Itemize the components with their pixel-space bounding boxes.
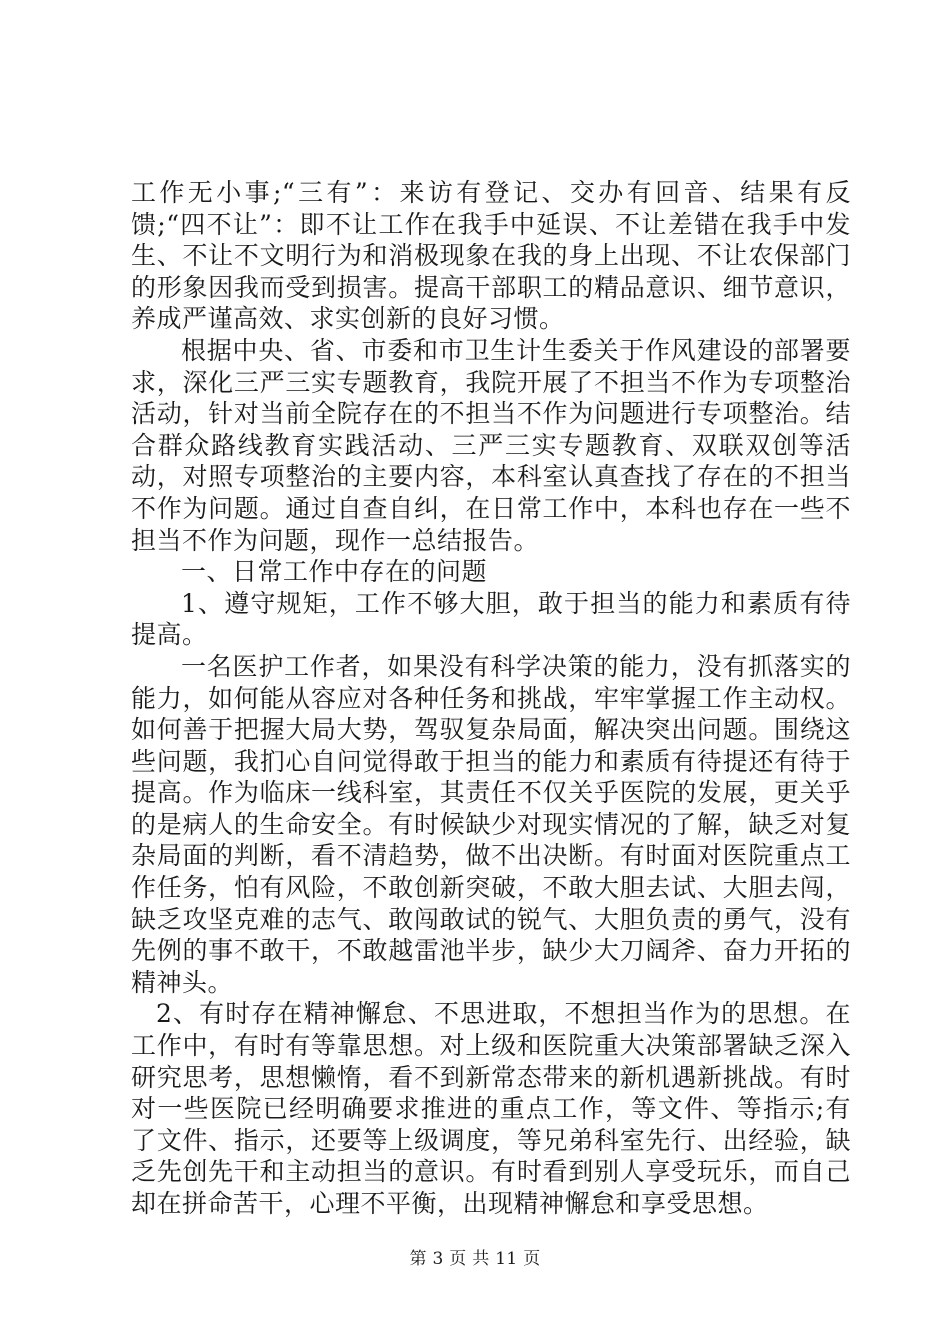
paragraph-continuation: 工作无小事;“三有”：来访有登记、交办有回音、结果有反馈;“四不让”：即不让工作在我手中延误、不让差错在我手中发生、不让不文明行为和消极现象在我的身上出现、不让农保部门的形象因我而受到损害。提高干部职工的精品意识、细节意识，养成严谨高效、求实创新的良好习惯。	[131, 178, 851, 334]
section-heading-problems: 一、日常工作中存在的问题	[181, 557, 488, 587]
paragraph-item-1-detail: 一名医护工作者，如果没有科学决策的能力，没有抓落实的能力，如何能从容应对各种任务和挑战，牢牢掌握工作主动权。如何善于把握大局大势，驾驭复杂局面，解决突出问题。围绕这些问题，我扪心自问觉得敢于担当的能力和素质有待提还有待于提高。作为临床一线科室，其责任不仅关乎医院的发展，更关乎的是病人的生命安全。有时候缺少对现实情况的了解，缺乏对复杂局面的判断，看不清趋势，做不出决断。有时面对医院重点工作任务，怕有风险，不敢创新突破，不敢大胆去试、大胆去闯，缺乏攻坚克难的志气、敢闯敢试的锐气、大胆负责的勇气，没有先例的事不敢干，不敢越雷池半步，缺少大刀阔斧、奋力开拓的精神头。	[131, 651, 851, 997]
page-footer: 第 3 页 共 11 页	[409, 1249, 541, 1269]
document-body	[131, 177, 851, 1220]
paragraph-background: 根据中央、省、市委和市卫生计生委关于作风建设的部署要求，深化三严三实专题教育，我院开展了不担当不作为专项整治活动，针对当前全院存在的不担当不作为问题进行专项整治。结合群众路线教育实践活动、三严三实专题教育、双联双创等活动，对照专项整治的主要内容，本科室认真查找了存在的不担当不作为问题。通过自查自纠，在日常工作中，本科也存在一些不担当不作为问题，现作一总结报告。	[131, 335, 851, 555]
paragraph-item-2: 2、有时存在精神懈怠、不思进取，不想担当作为的思想。在工作中，有时有等靠思想。对上级和医院重大决策部署缺乏深入研究思考，思想懒惰，看不到新常态带来的新机遇新挑战。有时对一些医院已经明确要求推进的重点工作，等文件、等指示;有了文件、指示，还要等上级调度，等兄弟科室先行、出经验，缺乏先创先干和主动担当的意识。有时看到别人享受玩乐，而自己却在拼命苦干，心理不平衡，出现精神懈怠和享受思想。	[131, 999, 851, 1218]
subheading-item-1: 1、遵守规矩，工作不够大胆，敢于担当的能力和素质有待提高。	[131, 588, 851, 650]
